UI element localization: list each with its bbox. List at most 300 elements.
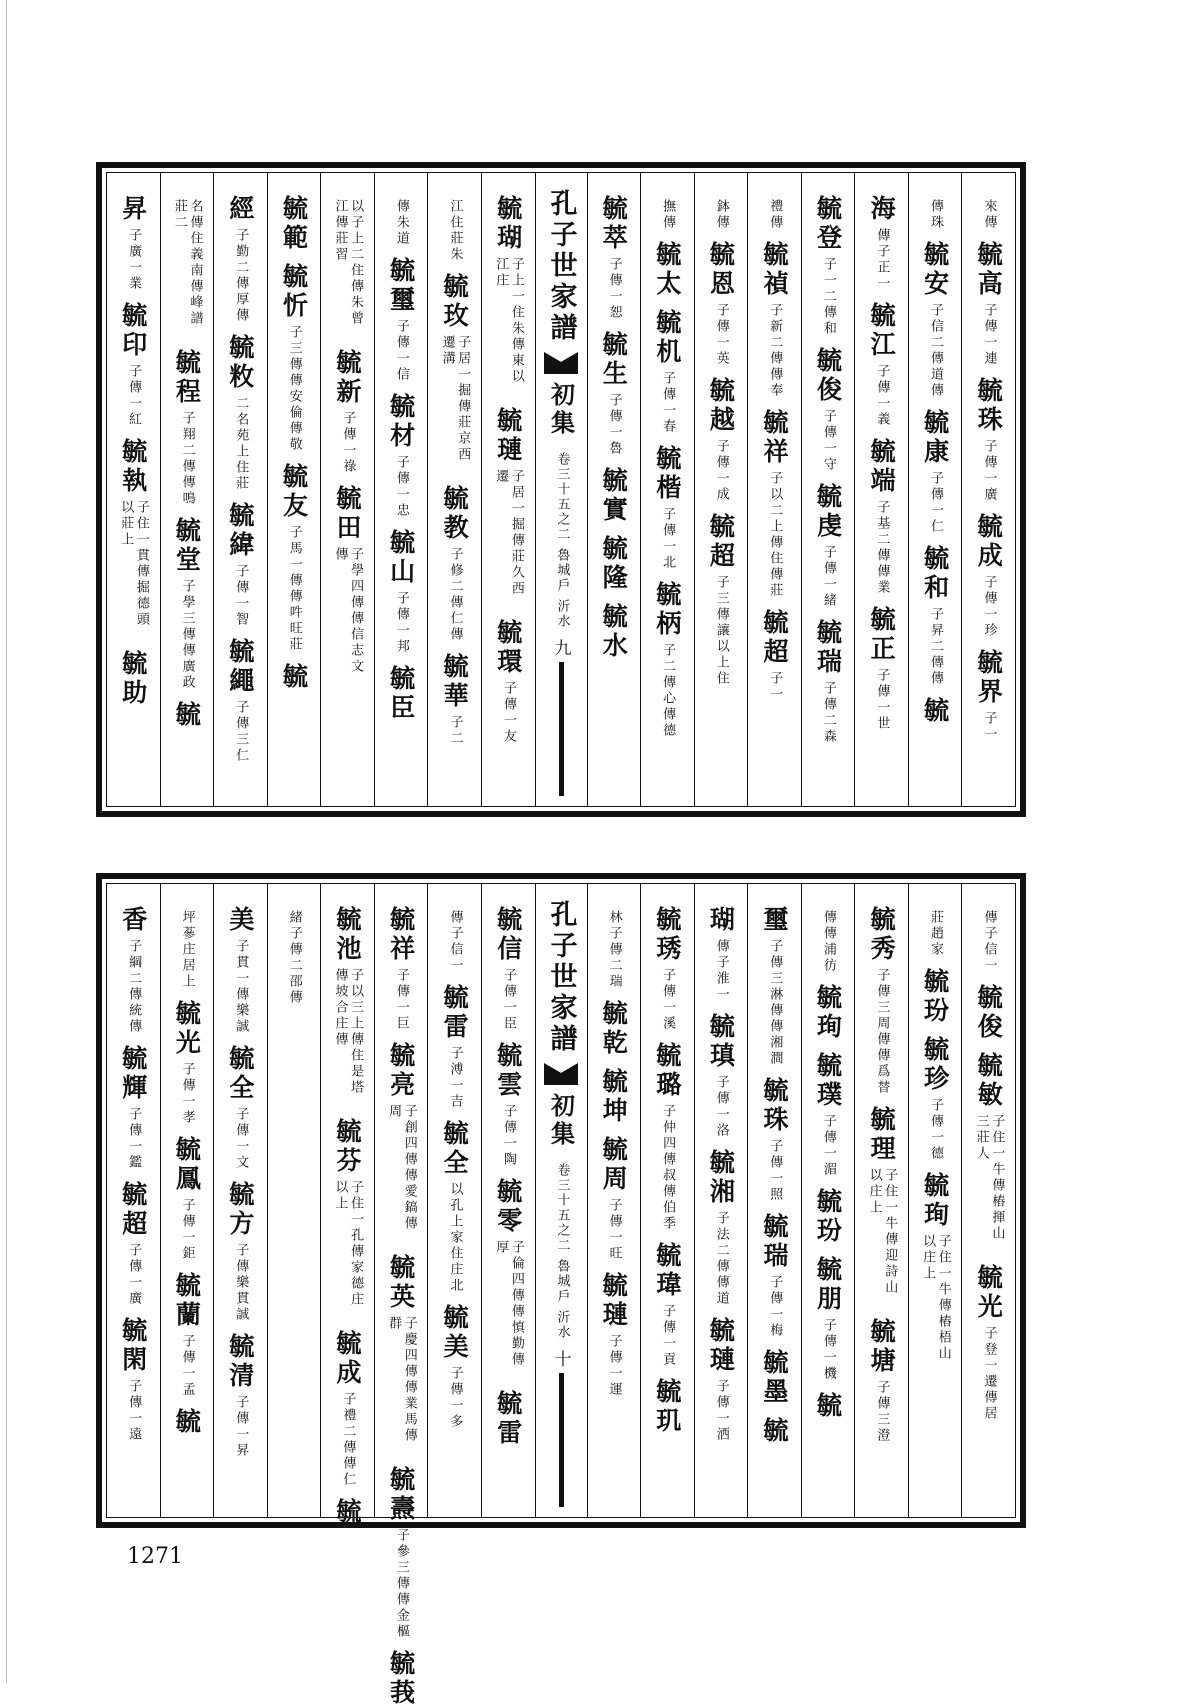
- genealogy-entry: [118, 302, 148, 428]
- person-name: 毓安: [920, 241, 950, 299]
- genealogy-entry: [386, 665, 416, 723]
- genealogy-entry: [440, 1120, 470, 1294]
- lineage-note: 子住一牛傳迎詩山以庄上: [866, 1168, 898, 1296]
- lineage-note: 子傳一連: [981, 303, 997, 367]
- genealogy-entry: [386, 257, 416, 383]
- lineage-note: 子傳一孟: [179, 1334, 195, 1398]
- person-name: 毓鳳: [172, 1136, 202, 1194]
- genealogy-entry: [606, 906, 622, 990]
- genealogy-entry: [279, 463, 309, 653]
- lineage-note: 子勤二傳厚傳: [233, 228, 249, 324]
- genealogy-entry: [867, 1318, 897, 1444]
- genealogy-entry: [333, 349, 363, 475]
- person-name: 毓雷: [440, 984, 470, 1042]
- person-name: 毓恩: [706, 241, 736, 299]
- genealogy-entry: [767, 195, 783, 231]
- lineage-note: 子傳一湄: [820, 1114, 836, 1178]
- center-spine-column: [535, 884, 587, 1517]
- person-name: 毓山: [386, 529, 416, 587]
- person-name: 毓璐: [652, 1042, 682, 1100]
- person-name: 毓玑: [652, 1378, 682, 1436]
- person-name: 毓亮: [386, 1042, 416, 1100]
- genealogy-entry: [386, 1650, 416, 1708]
- person-name: 毓瑋: [652, 1242, 682, 1300]
- genealogy-entry: [599, 535, 629, 593]
- person-name: 毓光: [172, 1000, 202, 1058]
- person-name: 毓華: [440, 653, 470, 711]
- genealogy-entry: [973, 1052, 1004, 1254]
- lineage-note: 子學三傳傳廣政: [179, 579, 195, 691]
- genealogy-entry: [920, 968, 950, 1026]
- lineage-note: 子傳一鉅: [179, 1198, 195, 1262]
- lineage-note: 子慶四傳傳業馬傳群: [386, 1316, 417, 1444]
- genealogy-entry: [652, 1042, 682, 1232]
- scan-edge-line: [6, 0, 7, 1683]
- fishtail-mark: [544, 1063, 578, 1085]
- lineage-note: 子以三上傳住是塔傳坡合庄傳: [332, 968, 364, 1096]
- lineage-note: 子傳一智: [233, 564, 249, 628]
- person-name: 毓瑞: [759, 1213, 789, 1271]
- person-name: 毓莪: [386, 1650, 416, 1708]
- person-name: 毓璽: [386, 257, 416, 315]
- text-column: [160, 884, 214, 1517]
- genealogy-entry: [393, 195, 409, 247]
- text-column: [427, 173, 481, 806]
- genealogy-entry: [172, 1000, 202, 1126]
- genealogy-entry: [439, 273, 470, 475]
- text-column: [801, 884, 855, 1517]
- lineage-note: 子傳一緒: [820, 545, 836, 609]
- genealogy-entry: [172, 517, 202, 691]
- lineage-note: 以子上二住傳朱曾江傳莊習: [332, 199, 364, 327]
- lineage-note: 來傳: [981, 199, 997, 231]
- genealogy-entry: [447, 195, 463, 263]
- person-name: 毓材: [386, 393, 416, 451]
- genealogy-entry: [974, 649, 1004, 743]
- lineage-note: 江住莊朱: [447, 199, 463, 263]
- lineage-note: 子傳一邦: [393, 591, 409, 655]
- text-column: [267, 884, 321, 1517]
- text-column: [587, 884, 641, 1517]
- genealogy-entry: [440, 485, 470, 643]
- genealogy-entry: [652, 1242, 682, 1368]
- genealogy-entry: [386, 1254, 417, 1456]
- lineage-note: 鉢傳: [713, 199, 729, 231]
- person-name: 毓玢: [920, 968, 950, 1026]
- person-name: 毓實: [599, 467, 629, 525]
- genealogy-entry: [927, 906, 943, 958]
- lineage-note: 子傳二森: [820, 681, 836, 745]
- genealogy-entry: [599, 467, 629, 525]
- genealogy-entry: [225, 906, 255, 1035]
- lineage-note: 子傳一鑑: [126, 1107, 142, 1171]
- lineage-note: 以孔上家住庄北: [447, 1182, 463, 1294]
- genealogy-entry: [332, 906, 363, 1108]
- person-name: 毓繩: [225, 638, 255, 696]
- lineage-note: 子綱二傳統傳: [126, 939, 142, 1035]
- genealogy-entry: [599, 195, 629, 321]
- genealogy-entry: [706, 1149, 736, 1307]
- person-name: 毓信: [493, 906, 523, 964]
- lineage-note: 子傳一紅: [126, 364, 142, 428]
- person-name: 毓印: [118, 302, 148, 360]
- person-name: 毓教: [440, 485, 470, 543]
- section-label: 卷三十五之二 魯城戶 沂水: [554, 452, 570, 630]
- genealogy-entry: [279, 195, 309, 253]
- genealogy-entry: [599, 603, 629, 661]
- genealogy-entry: [813, 195, 843, 337]
- genealogy-entry: [713, 195, 729, 231]
- text-column: [908, 173, 962, 806]
- genealogy-entry: [118, 1317, 148, 1443]
- genealogy-entry: [813, 1256, 843, 1382]
- text-column: [747, 173, 801, 806]
- lineage-note: 子傳一遠: [126, 1379, 142, 1443]
- person-name: 毓萃: [599, 195, 629, 253]
- text-column: [694, 173, 748, 806]
- text-column: [213, 884, 267, 1517]
- person-name: 毓: [813, 1392, 843, 1421]
- genealogy-entry: [759, 609, 789, 703]
- genealogy-entry: [279, 263, 309, 453]
- person-name: 毓江: [867, 302, 897, 360]
- person-name: 經: [225, 195, 255, 224]
- genealogy-entry: [920, 1036, 950, 1162]
- person-name: 昇: [118, 195, 148, 224]
- text-column: [694, 884, 748, 1517]
- person-name: 毓蘭: [172, 1272, 202, 1330]
- lineage-note: 傳子正一: [874, 228, 890, 292]
- genealogy-entry: [974, 984, 1004, 1042]
- genealogy-entry: [652, 1378, 682, 1436]
- genealogy-entry: [813, 984, 843, 1042]
- lineage-note: 子溥一吉: [447, 1046, 463, 1110]
- person-name: 毓琇: [652, 906, 682, 964]
- lineage-note: 子傳一洒: [713, 1379, 729, 1443]
- genealogy-entry: [867, 906, 897, 1096]
- genealogy-entry: [974, 513, 1004, 639]
- lineage-note: 禮傳: [767, 199, 783, 231]
- text-column: [587, 173, 641, 806]
- genealogy-entry: [225, 195, 255, 324]
- genealogy-entry: [759, 1417, 789, 1446]
- person-name: 毓璉: [599, 1272, 629, 1330]
- lineage-note: 子二: [447, 715, 463, 747]
- person-name: 毓太: [652, 241, 682, 299]
- section-label: 卷三十五之二 魯城戶 沂水: [554, 1163, 570, 1341]
- person-name: 毓執: [118, 438, 148, 496]
- person-name: 毓超: [759, 609, 789, 667]
- person-name: 毓範: [279, 195, 309, 253]
- lineage-note: 子三傳傳安倫傳敬: [286, 325, 302, 453]
- person-name: 毓美: [440, 1304, 470, 1362]
- genealogy-entry: [867, 302, 897, 428]
- text-column: [160, 173, 214, 806]
- genealogy-entry: [493, 1042, 523, 1168]
- lineage-note: 子傳三周傳傳爲替: [874, 968, 890, 1096]
- genealogy-entry: [981, 195, 997, 231]
- text-column: [961, 173, 1015, 806]
- text-column: [481, 173, 535, 806]
- lineage-note: 子一二傳和: [820, 257, 836, 337]
- lineage-note: 子法二傳傳道: [713, 1211, 729, 1307]
- person-name: 毓俊: [813, 347, 843, 405]
- genealogy-entry: [820, 906, 836, 974]
- text-column: [107, 173, 160, 806]
- genealogy-entry: [225, 1333, 255, 1459]
- person-name: 毓登: [813, 195, 843, 253]
- genealogy-entry: [920, 545, 950, 687]
- lineage-note: 子傳一巨: [393, 968, 409, 1032]
- lineage-note: 子二傳心傳德: [660, 643, 676, 739]
- person-name: 毓: [920, 697, 950, 726]
- genealogy-entry: [386, 529, 416, 655]
- lineage-note: 子傳一春: [660, 371, 676, 435]
- genealogy-entry: [706, 513, 736, 687]
- lineage-note: 坪蔘庄居上: [179, 910, 195, 990]
- lineage-note: 子修二傳仁傳: [447, 547, 463, 643]
- lineage-note: 子傳一恕: [606, 257, 622, 321]
- lineage-note: 二名苑上住莊: [233, 396, 249, 492]
- person-name: 毓璞: [813, 1052, 843, 1110]
- lineage-note: 子三傳讓以上住: [713, 575, 729, 687]
- fishtail-mark: [544, 352, 578, 374]
- genealogy-entry: [599, 1000, 629, 1058]
- lineage-note: 子住一孔傳家德庄以上: [332, 1180, 364, 1308]
- person-name: 毓: [333, 1498, 363, 1527]
- person-name: 毓界: [974, 649, 1004, 707]
- person-name: 毓緯: [225, 502, 255, 560]
- person-name: 毓璉: [493, 407, 523, 465]
- lineage-note: 子傳一照: [767, 1139, 783, 1203]
- genealogy-entry: [867, 195, 897, 292]
- spine-bar: [559, 1373, 564, 1507]
- person-name: 毓雷: [493, 1390, 523, 1448]
- genealogy-entry: [493, 407, 524, 609]
- lineage-note: 傳朱道: [393, 199, 409, 247]
- lineage-note: 子傳一友: [501, 681, 517, 745]
- genealogy-entry: [599, 1136, 629, 1262]
- genealogy-entry: [118, 650, 148, 708]
- lineage-note: 子馬一傳傳吽旺莊: [286, 525, 302, 653]
- genealogy-entry: [172, 1272, 202, 1398]
- lineage-note: 子貫一傳樂誠: [233, 939, 249, 1035]
- lineage-note: 子傳一北: [660, 507, 676, 571]
- lineage-note: 子居一掘傳莊久西遷: [493, 469, 524, 597]
- lineage-note: 子昇二傳傳: [927, 607, 943, 687]
- person-name: 毓超: [118, 1181, 148, 1239]
- genealogy-page-upper: [96, 162, 1026, 817]
- person-name: 毓珣: [920, 1172, 950, 1230]
- person-name: 毓楷: [652, 445, 682, 503]
- text-column: [747, 884, 801, 1517]
- person-name: 毓珍: [920, 1036, 950, 1094]
- genealogy-entry: [759, 906, 789, 1067]
- person-name: 毓虔: [813, 483, 843, 541]
- person-name: 毓閑: [118, 1317, 148, 1375]
- genealogy-entry: [118, 438, 149, 640]
- lineage-note: 子學四傳傳信志文傳: [332, 547, 364, 675]
- text-column: [267, 173, 321, 806]
- genealogy-entry: [706, 1317, 736, 1443]
- text-column: [908, 884, 962, 1517]
- person-name: 毓瑱: [706, 1013, 736, 1071]
- lineage-note: 傳子信一: [447, 910, 463, 974]
- genealogy-entry: [759, 409, 789, 599]
- lineage-note: 子傳一臣: [501, 968, 517, 1032]
- genealogy-entry: [225, 1045, 255, 1171]
- text-column: [481, 884, 535, 1517]
- lineage-note: 子傳一貢: [660, 1304, 676, 1368]
- text-column: [374, 173, 428, 806]
- person-name: 毓成: [333, 1330, 363, 1388]
- person-name: 毓堂: [172, 517, 202, 575]
- person-name: 毓隆: [599, 535, 629, 593]
- person-name: 毓新: [333, 349, 363, 407]
- lineage-note: 傳子淮一: [713, 939, 729, 1003]
- text-column: [640, 173, 694, 806]
- person-name: 毓和: [920, 545, 950, 603]
- genealogy-entry: [386, 1466, 416, 1640]
- lineage-note: 子新二傳傳奉: [767, 303, 783, 399]
- genealogy-entry: [493, 619, 523, 745]
- person-name: 毓雲: [493, 1042, 523, 1100]
- genealogy-entry: [759, 1213, 789, 1339]
- genealogy-entry: [599, 331, 629, 457]
- genealogy-entry: [332, 195, 363, 339]
- person-name: 毓机: [652, 309, 682, 367]
- genealogy-entry: [706, 377, 736, 503]
- person-name: 毓玫: [440, 273, 470, 331]
- person-name: 毓塘: [867, 1318, 897, 1376]
- genealogy-entry: [286, 906, 302, 1006]
- lineage-note: 子以二上傳住傳莊: [767, 471, 783, 599]
- genealogy-entry: [333, 1330, 363, 1488]
- lineage-note: 子禮二傳傳仁: [340, 1392, 356, 1488]
- person-name: 瑚: [706, 906, 736, 935]
- lineage-note: 子傳一文: [233, 1107, 249, 1171]
- person-name: 毓成: [974, 513, 1004, 571]
- lineage-note: 子傳一運: [606, 1334, 622, 1398]
- person-name: 毓珠: [974, 377, 1004, 435]
- genealogy-entry: [225, 502, 255, 628]
- spine-bar: [559, 662, 564, 796]
- lineage-note: 子創四傳傳愛鎬傳周: [386, 1104, 417, 1232]
- text-column: [854, 884, 908, 1517]
- lineage-note: 子傳一忠: [393, 455, 409, 519]
- genealogy-entry: [974, 1264, 1004, 1422]
- lineage-note: 傳子信一: [981, 910, 997, 974]
- column-grid: [106, 172, 1016, 807]
- lineage-note: 子傳一洛: [713, 1075, 729, 1139]
- book-title: 孔子世家譜: [545, 189, 577, 344]
- person-name: 毓臣: [386, 665, 416, 723]
- person-name: 毓珣: [813, 984, 843, 1042]
- person-name: 毓燾: [386, 1466, 416, 1524]
- person-name: 毓墨: [759, 1349, 789, 1407]
- person-name: 毓超: [706, 513, 736, 571]
- genealogy-entry: [118, 906, 148, 1035]
- person-name: 毓端: [867, 438, 897, 496]
- lineage-note: 子翔二傳傳鳴: [179, 411, 195, 507]
- genealogy-entry: [866, 1106, 897, 1308]
- genealogy-entry: [118, 1181, 148, 1307]
- genealogy-entry: [279, 663, 309, 692]
- lineage-note: 子傳一守: [820, 409, 836, 473]
- genealogy-entry: [440, 984, 470, 1110]
- lineage-note: 子居一掘傳莊京西遷溝: [439, 335, 471, 463]
- lineage-note: 子傳一昇: [233, 1395, 249, 1459]
- genealogy-entry: [813, 1392, 843, 1421]
- person-name: 璽: [759, 906, 789, 935]
- genealogy-entry: [599, 1272, 629, 1398]
- genealogy-entry: [333, 1498, 363, 1527]
- genealogy-entry: [171, 195, 202, 339]
- genealogy-entry: [225, 1181, 255, 1323]
- lineage-note: 子仲四傳叔傳伯季: [660, 1104, 676, 1232]
- genealogy-entry: [867, 438, 897, 596]
- person-name: 毓: [279, 663, 309, 692]
- person-name: 毓禎: [759, 241, 789, 299]
- person-name: 毓田: [333, 485, 363, 543]
- lineage-note: 子住一牛傳樁梧山以庄上: [920, 1234, 951, 1362]
- lineage-note: 子廣一業: [126, 228, 142, 292]
- person-name: 毓環: [493, 619, 523, 677]
- genealogy-entry: [706, 1013, 736, 1139]
- person-name: 海: [867, 195, 897, 224]
- genealogy-entry: [981, 906, 997, 974]
- lineage-note: 子住一貫傳掘德頭以莊上: [118, 500, 149, 628]
- genealogy-entry: [493, 195, 524, 397]
- lineage-note: 子一: [767, 671, 783, 703]
- person-name: 毓敉: [225, 334, 255, 392]
- lineage-note: 子傳一英: [713, 303, 729, 367]
- person-name: 毓坤: [599, 1068, 629, 1126]
- genealogy-entry: [759, 241, 789, 399]
- lineage-note: 撫傳: [660, 199, 676, 231]
- lineage-note: 子傳一溪: [660, 968, 676, 1032]
- lineage-note: 子傳一廣: [981, 439, 997, 503]
- lineage-note: 子住一牛傳樁揮山三莊人: [973, 1114, 1005, 1242]
- person-name: 美: [225, 906, 255, 935]
- text-column: [640, 884, 694, 1517]
- person-name: 毓珠: [759, 1077, 789, 1135]
- text-column: [320, 173, 374, 806]
- lineage-note: 子傳一祿: [340, 411, 356, 475]
- person-name: 毓祥: [759, 409, 789, 467]
- genealogy-entry: [652, 241, 682, 299]
- person-name: 毓祥: [386, 906, 416, 964]
- genealogy-entry: [172, 349, 202, 507]
- genealogy-entry: [920, 697, 950, 726]
- genealogy-entry: [813, 483, 843, 609]
- person-name: 毓全: [225, 1045, 255, 1103]
- lineage-note: 子一: [981, 711, 997, 743]
- lineage-note: 子傳三仁: [233, 700, 249, 764]
- genealogy-entry: [652, 309, 682, 435]
- text-column: [320, 884, 374, 1527]
- lineage-note: 子傳一珍: [981, 575, 997, 639]
- genealogy-entry: [813, 1052, 843, 1178]
- person-name: 毓: [172, 1408, 202, 1437]
- person-name: 香: [118, 906, 148, 935]
- genealogy-entry: [974, 241, 1004, 367]
- genealogy-entry: [386, 1042, 417, 1244]
- person-name: 毓瑞: [813, 619, 843, 677]
- lineage-note: 傳傳浦彷: [820, 910, 836, 974]
- lineage-note: 子上一住朱傳東以江庄: [493, 257, 524, 385]
- text-column: [427, 884, 481, 1517]
